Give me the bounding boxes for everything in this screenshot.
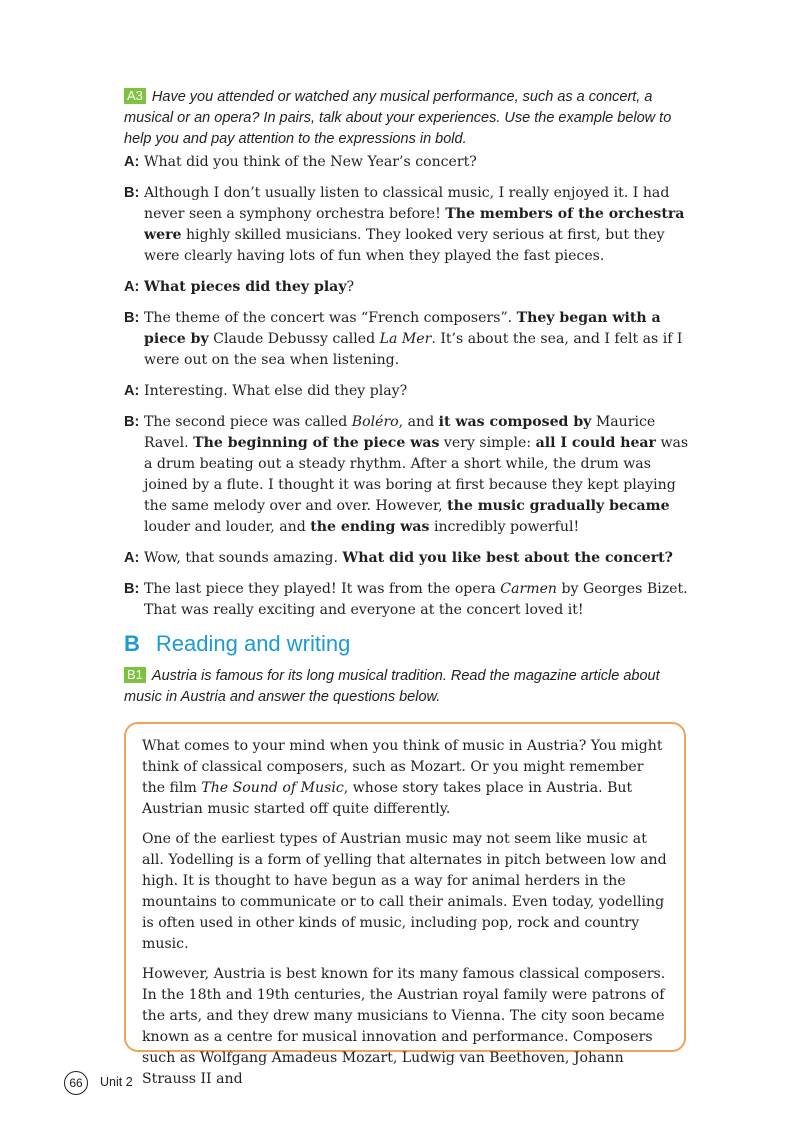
speaker-label: A: [124,550,140,566]
dialogue-line [124,548,694,569]
utterance: The second piece was called Boléro, and it was composed by Maurice Ravel. The beginning of the piece was very simple: all I could hear was a drum beating out a steady rhythm. After a short while, the drum was joined by a flute. I thought it was boring at first because they kept playing the same melody over and over. However, the music gradually became louder and louder, and the ending was incredibly powerful! [144,414,689,535]
utterance: What did you think of the New Year’s concert? [144,154,477,170]
key-expression: The beginning of the piece was [193,435,440,451]
utterance: The theme of the concert was “French composers”. They began with a piece by Claude Debussy called La Mer. It’s about the sea, and I felt as if I were out on the sea when listening. [144,310,683,368]
dialogue-line [124,152,694,173]
speaker-label: B: [124,414,140,430]
utterance: What pieces did they play? [144,279,355,295]
task-a3-instructions [124,87,694,150]
speaker-label: A: [124,279,140,295]
page-number: 66 [64,1071,88,1095]
task-badge-b1: B1 [124,667,146,683]
speaker-label: B: [124,185,140,201]
task-b1-text: Austria is famous for its long musical tradition. Read the magazine article about music in Austria and answer the questions below. [124,668,660,705]
dialogue-line [124,277,694,298]
section-title: Reading and writing [155,631,351,656]
speaker-label: B: [124,581,140,597]
work-title: Carmen [500,581,558,597]
task-badge-a3: A3 [124,88,146,104]
task-b1-instructions [124,666,694,708]
key-expression: it was composed by [438,414,592,430]
article-paragraph: However, Austria is best known for its many famous classical composers. In the 18th and 19th centuries, the Austrian royal family were patrons of the arts, and they drew many musicians to Vienna. The city soon became known as a centre for musical innovation and performance. Composers such as Wolfgang Amadeus Mozart, Ludwig van Beethoven, Johann Strauss II and [142,966,666,1087]
utterance: Wow, that sounds amazing. What did you like best about the concert? [144,550,673,566]
key-expression: What pieces did they play [144,279,347,295]
article-paragraph: What comes to your mind when you think of music in Austria? You might think of classical composers, such as Mozart. Or you might remember the film The Sound of Music, whose story takes place in Austria. But Austrian music started off quite differently. [142,738,663,817]
dialogue-line [124,308,694,371]
key-expression: What did you like best about the concert? [342,550,673,566]
dialogue [124,152,694,631]
dialogue-line [124,412,694,538]
dialogue-line [124,381,694,402]
utterance: Although I don’t usually listen to classical music, I really enjoyed it. I had never seen a symphony orchestra before! The members of the orchestra were highly skilled musicians. They looked very serious at first, but they were clearly having lots of fun when they played the fast pieces. [144,185,685,264]
film-title: The Sound of Music [201,780,344,796]
key-expression: They began with a piece by [144,310,661,347]
key-expression: The members of the orchestra were [144,206,685,243]
article-paragraph: One of the earliest types of Austrian music may not seem like music at all. Yodelling is a form of yelling that alternates in pitch between low and high. It is thought to have begun as a way for animal herders in the mountains to communicate or to call their animals. Even today, yodelling is often used in other kinds of music, including pop, rock and country music. [142,831,667,952]
key-expression: the music gradually became [447,498,670,514]
dialogue-line [124,579,694,621]
key-expression: all I could hear [535,435,656,451]
article-box [124,722,686,1087]
section-heading-b [124,630,350,658]
dialogue-line [124,183,694,267]
work-title: Boléro [351,414,399,430]
task-a3-text: Have you attended or watched any musical performance, such as a concert, a musical or an opera? In pairs, talk about your experiences. Use the example below to help you and pay attention to the expressions in bold. [124,89,672,147]
speaker-label: B: [124,310,140,326]
speaker-label: A: [124,154,140,170]
key-expression: the ending was [310,519,430,535]
section-letter: B [124,631,140,656]
unit-label: Unit 2 [100,1075,133,1089]
utterance: The last piece they played! It was from the opera Carmen by Georges Bizet. That was really exciting and everyone at the concert loved it! [144,581,688,618]
speaker-label: A: [124,383,140,399]
work-title: La Mer [379,331,432,347]
utterance: Interesting. What else did they play? [144,383,408,399]
